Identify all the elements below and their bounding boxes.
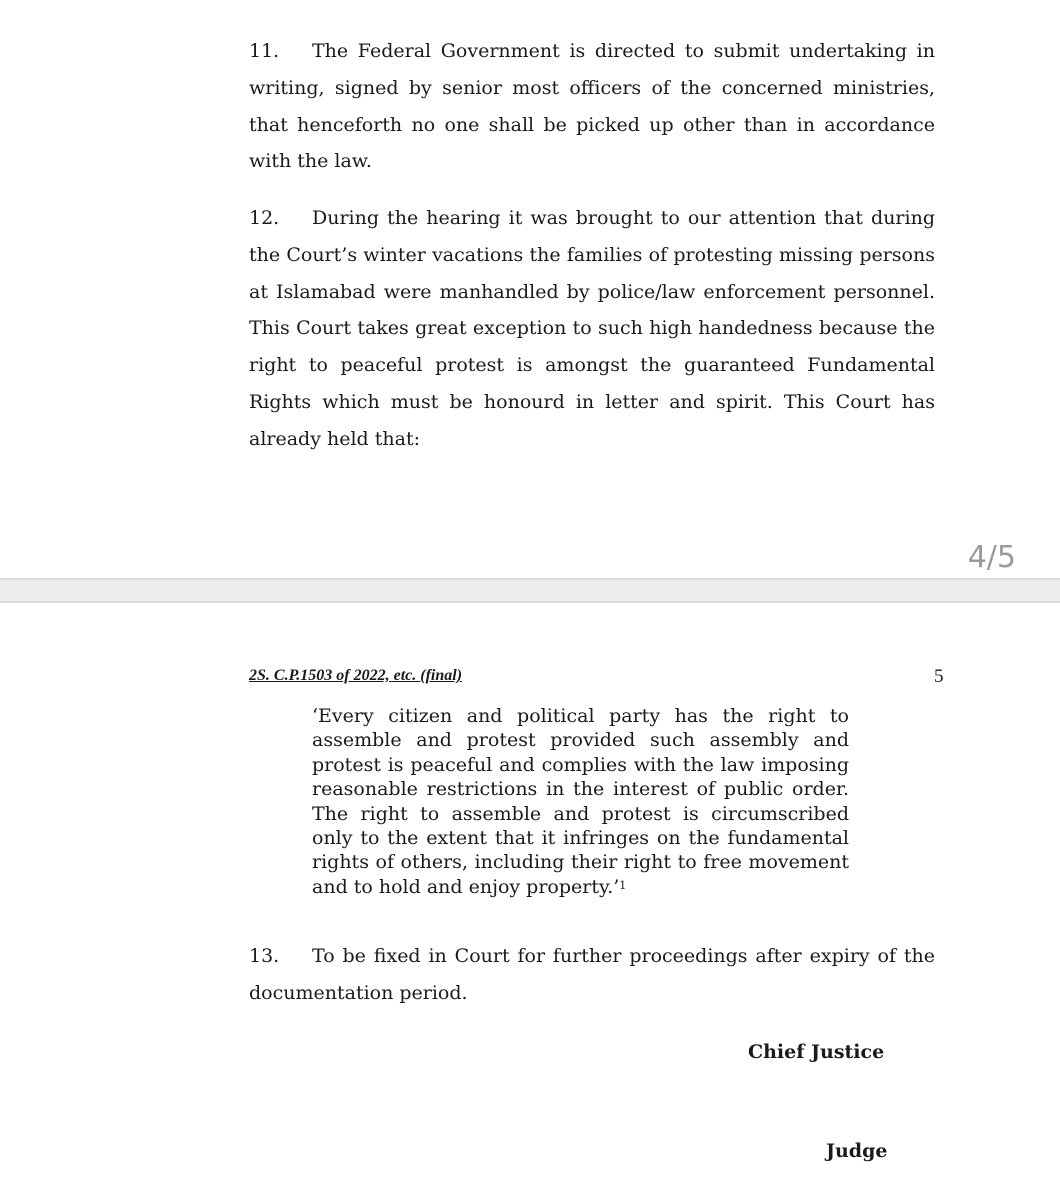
paragraph-11 <box>249 33 935 180</box>
case-header: 2S. C.P.1503 of 2022, etc. (final) <box>249 667 463 684</box>
paragraph-number: 12. <box>249 207 280 229</box>
block-quote <box>312 704 849 899</box>
paragraph-12 <box>249 200 935 458</box>
footnote-reference[interactable]: 1 <box>619 878 627 892</box>
paragraph-13 <box>249 938 935 1012</box>
page-indicator: 4/5 <box>967 540 1016 575</box>
paragraph-text: To be fixed in Court for further proceedings after expiry of the documentation period. <box>249 945 935 1004</box>
document-page-5 <box>0 603 1060 1200</box>
quote-text: ‘Every citizen and political party has the right to assemble and protest provided such assembly and protest is peaceful and complies with the law imposing reasonable restrictions in the interest of public order. The right to assemble and protest is circumscribed only to the extent that it infringes on the fundamental rights of others, including their right to free movement and to hold and enjoy property.’ <box>312 705 849 898</box>
page-divider <box>0 578 1060 603</box>
signature-judge: Judge <box>826 1140 888 1162</box>
document-page-4 <box>0 0 1060 578</box>
paragraph-text: The Federal Government is directed to submit undertaking in writing, signed by senior most officers of the concerned ministries, that henceforth no one shall be picked up other than in accordance with the law. <box>249 40 935 173</box>
page-number: 5 <box>934 666 944 687</box>
paragraph-number: 11. <box>249 40 280 62</box>
paragraph-number: 13. <box>249 945 280 967</box>
paragraph-text: During the hearing it was brought to our attention that during the Court’s winter vacations the families of protesting missing persons at Islamabad were manhandled by police/law enforcement personnel. This Court takes great exception to such high handedness because the right to peaceful protest is amongst the guaranteed Fundamental Rights which must be honourd in letter and spirit. This Court has already held that: <box>249 207 935 450</box>
signature-chief-justice: Chief Justice <box>748 1041 885 1063</box>
